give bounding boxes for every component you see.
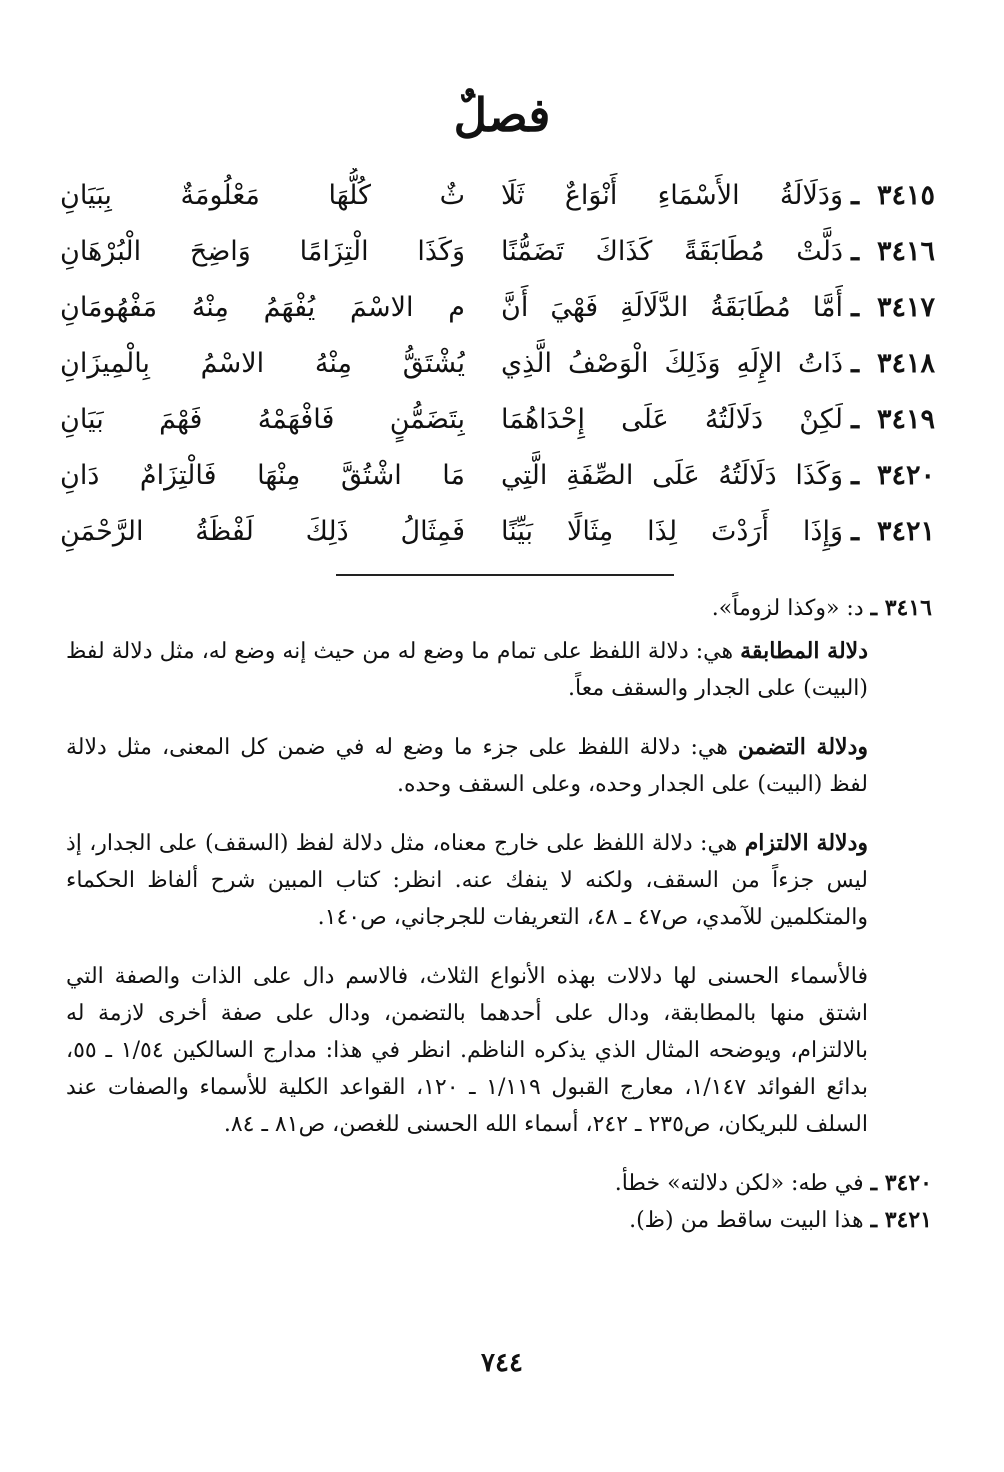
footnote-3420 bbox=[66, 1165, 932, 1202]
verse-dash: ـ bbox=[851, 516, 859, 547]
page-number: ٧٤٤ bbox=[481, 1348, 523, 1378]
first-hemistich: وَإِذَا أَرَدْتَ لِذَا مِثَالًا بَيِّنًا bbox=[501, 516, 843, 547]
footnote-ref: ٣٤١٦ ـ bbox=[870, 595, 932, 621]
verse-list bbox=[60, 168, 935, 560]
verse-line bbox=[60, 168, 935, 224]
second-hemistich: م الاسْمَ يُفْهَمُ مِنْهُ مَفْهُومَانِ bbox=[60, 292, 465, 323]
footnote-text: هذا البيت ساقط من (ظ). bbox=[629, 1208, 864, 1233]
first-hemistich: أَمَّا مُطَابَقَةُ الدَّلَالَةِ فَهْيَ أَنَّ bbox=[501, 292, 843, 323]
first-hemistich: لَكِنْ دَلَالَتُهُ عَلَى إِحْدَاهُمَا bbox=[501, 404, 843, 435]
definition-mutabaqa bbox=[66, 633, 932, 707]
footnote-ref: ٣٤٢١ ـ bbox=[870, 1207, 932, 1233]
footnote-separator bbox=[336, 574, 674, 576]
second-hemistich: يُشْتَقُّ مِنْهُ الاسْمُ بِالْمِيزَانِ bbox=[60, 348, 465, 379]
verse-number: ٣٤١٥ bbox=[876, 180, 935, 211]
definition-text: هي: دلالة اللفظ على خارج معناه، مثل دلالة لفظ (السقف) على الجدار، إذ ليس جزءاً من السقف، ولكنه لا ينفك عنه. انظر: كتاب المبين شرح ألفاظ الحكماء والمتكلمين للآمدي، ص٤٧ ـ ٤٨، التعريفات للجرجاني، ص١٤٠. bbox=[66, 831, 868, 930]
verse-line bbox=[60, 280, 935, 336]
second-hemistich: ثٌ كُلُّهَا مَعْلُومَةٌ بِبَيَانِ bbox=[60, 180, 465, 211]
footnote-3421 bbox=[66, 1202, 932, 1239]
verse-line bbox=[60, 336, 935, 392]
definition-term: ودلالة الالتزام bbox=[744, 830, 868, 856]
second-hemistich: بِتَضَمُّنٍ فَافْهَمْهُ فَهْمَ بَيَانِ bbox=[60, 404, 465, 435]
verse-number: ٣٤١٨ bbox=[876, 348, 935, 379]
verse-number: ٣٤١٧ bbox=[876, 292, 935, 323]
definition-term: ودلالة التضمن bbox=[737, 734, 869, 760]
first-hemistich: ذَاتُ الإِلَهِ وَذَلِكَ الْوَصْفُ الَّذِي bbox=[501, 348, 843, 379]
footnote-text: في طه: «لكن دلالته» خطأ. bbox=[614, 1171, 864, 1196]
verse-dash: ـ bbox=[851, 348, 859, 379]
definition-text: هي: دلالة اللفظ على جزء ما وضع له في ضمن كل المعنى، مثل دلالة لفظ (البيت) على الجدار وحده، وعلى السقف وحده. bbox=[66, 735, 868, 797]
verse-dash: ـ bbox=[851, 236, 859, 267]
verse-dash: ـ bbox=[851, 292, 859, 323]
second-hemistich: وَكَذَا الْتِزَامًا وَاضِحَ الْبُرْهَانِ bbox=[60, 236, 465, 267]
verse-dash: ـ bbox=[851, 460, 859, 491]
definition-term: دلالة المطابقة bbox=[740, 638, 868, 664]
footnote-ref: ٣٤٢٠ ـ bbox=[870, 1170, 932, 1196]
section-title: فصلٌ bbox=[453, 88, 551, 142]
verse-number: ٣٤١٩ bbox=[876, 404, 935, 435]
first-hemistich: وَدَلَالَةُ الأَسْمَاءِ أَنْوَاعٌ ثَلَا bbox=[501, 180, 843, 211]
verse-line bbox=[60, 224, 935, 280]
verse-number: ٣٤١٦ bbox=[876, 236, 935, 267]
footnote-3416 bbox=[66, 590, 932, 627]
verse-line bbox=[60, 504, 935, 560]
names-paragraph: فالأسماء الحسنى لها دلالات بهذه الأنواع الثلاث، فالاسم دال على الذات والصفة التي اشتق منها بالمطابقة، ودال على أحدهما بالتضمن، ودال على صفة أخرى لازمة له بالالتزام، ويوضحه المثال الذي يذكره الناظم. انظر في هذا: مدارج السالكين ١/٥٤ ـ ٥٥، بدائع الفوائد ١/١٤٧، معارج القبول ١/١١٩ ـ ١٢٠، القواعد الكلية للأسماء والصفات عند السلف للبريكان، ص٢٣٥ ـ ٢٤٢، أسماء الله الحسنى للغصن، ص٨١ ـ ٨٤. bbox=[66, 964, 869, 1137]
first-hemistich: دَلَّتْ مُطَابَقَةً كَذَاكَ تَضَمُّنًا bbox=[501, 236, 843, 267]
definition-iltizam bbox=[66, 825, 932, 936]
second-hemistich: فَمِثَالُ ذَلِكَ لَفْظَةُ الرَّحْمَنِ bbox=[60, 516, 465, 547]
second-hemistich: مَا اشْتُقَّ مِنْهَا فَالْتِزَامٌ دَانِ bbox=[60, 460, 465, 491]
verse-dash: ـ bbox=[851, 404, 859, 435]
verse-number: ٣٤٢١ bbox=[876, 516, 935, 547]
definition-tadammun bbox=[66, 729, 932, 803]
verse-line bbox=[60, 448, 935, 504]
footnote-text: د: «وكذا لزوماً». bbox=[711, 596, 864, 621]
verse-number: ٣٤٢٠ bbox=[876, 460, 935, 491]
verse-dash: ـ bbox=[851, 180, 859, 211]
first-hemistich: وَكَذَا دَلَالَتُهُ عَلَى الصِّفَةِ الَّتِي bbox=[501, 460, 843, 491]
footnotes bbox=[66, 590, 932, 1239]
verse-line bbox=[60, 392, 935, 448]
definition-text: هي: دلالة اللفظ على تمام ما وضع له من حيث إنه وضع له، مثل دلالة لفظ (البيت) على الجدار والسقف معاً. bbox=[66, 639, 868, 701]
